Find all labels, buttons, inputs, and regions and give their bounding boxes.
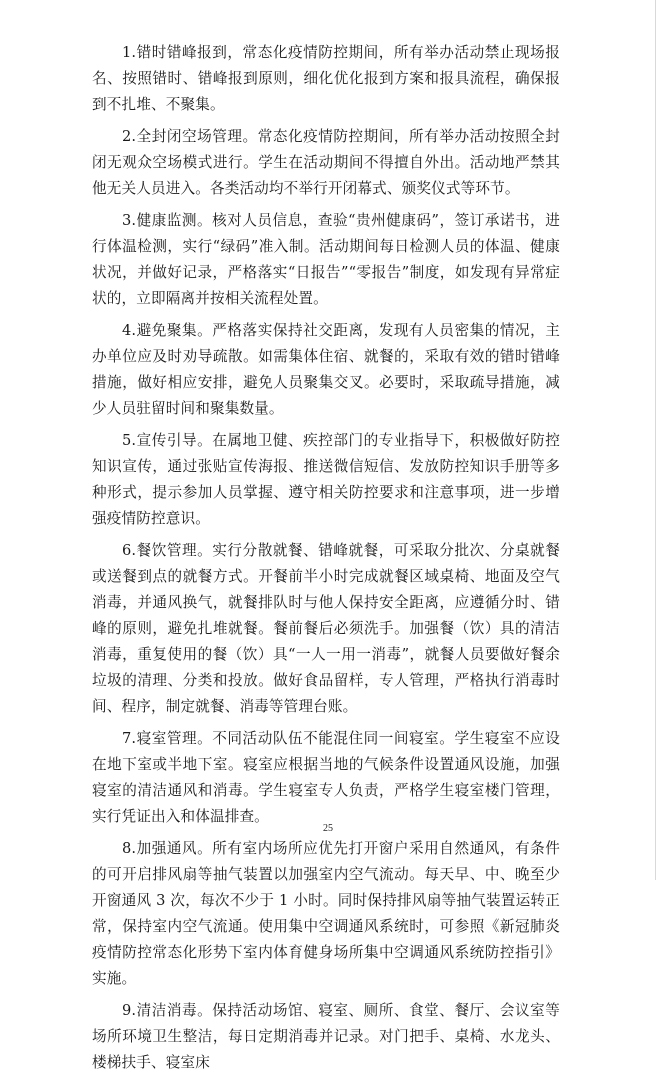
paragraph-1: 1.错时错峰报到，常态化疫情防控期间，所有举办活动禁止现场报名、按照错时、错峰报到原则，细化优化报到方案和报具流程，确保报到不扎堆、不聚集。 bbox=[92, 44, 560, 113]
paragraph-7: 7.寝室管理。不同活动队伍不能混住同一间寝室。学生寝室不应设在地下室或半地下室。寝室应根据当地的气候条件设置通风设施，加强寝室的清洁通风和消毒。学生寝室专人负责，严格学生寝室楼门管理，实行凭证出入和体温排查。 bbox=[92, 730, 560, 825]
paragraph-4: 4.避免聚集。严格落实保持社交距离，发现有人员密集的情况，主办单位应及时劝导疏散。如需集体住宿、就餐的，采取有效的错时错峰措施，做好相应安排，避免人员聚集交叉。必要时，采取疏导措施，减少人员驻留时间和聚集数量。 bbox=[92, 322, 560, 417]
paragraph-2: 2.全封闭空场管理。常态化疫情防控期间，所有举办活动按照全封闭无观众空场模式进行。学生在活动期间不得擅自外出。活动地严禁其他无关人员进入。各类活动均不举行开闭幕式、颁奖仪式等环节。 bbox=[92, 128, 560, 197]
page-number: 25 bbox=[323, 823, 333, 834]
paragraph-9: 9.清洁消毒。保持活动场馆、寝室、厕所、食堂、餐厅、会议室等场所环境卫生整洁，每日定期消毒并记录。对门把手、桌椅、水龙头、楼梯扶手、寝室床 bbox=[92, 1002, 560, 1071]
paragraph-6: 6.餐饮管理。实行分散就餐、错峰就餐，可采取分批次、分桌就餐或送餐到点的就餐方式。开餐前半小时完成就餐区域桌椅、地面及空气消毒，并通风换气，就餐排队时与他人保持安全距离，应遵循分时、错峰的原则，避免扎堆就餐。餐前餐后必须洗手。加强餐（饮）具的清洁消毒，重复使用的餐（饮）具“一人一用一消毒”，就餐人员要做好餐余垃圾的清理、分类和投放。做好食品留样，专人管理，严格执行消毒时间、程序，制定就餐、消毒等管理台账。 bbox=[92, 542, 560, 715]
paragraph-8: 8.加强通风。所有室内场所应优先打开窗户采用自然通风，有条件的可开启排风扇等抽气装置以加强室内空气流动。每天早、中、晚至少开窗通风 3 次，每次不少于 1 小时。同时保持排风扇等抽气装置运转正常，保持室内空气流通。使用集中空调通风系统时，可参照《新冠肺炎疫情防控常态化形势下室内体育健身场所集中空调通风系统防控指引》实施。 bbox=[92, 840, 560, 987]
paragraph-5: 5.宣传引导。在属地卫健、疾控部门的专业指导下，积极做好防控知识宣传，通过张贴宣传海报、推送微信短信、发放防控知识手册等多种形式，提示参加人员掌握、遵守相关防控要求和注意事项，进一步增强疫情防控意识。 bbox=[92, 432, 560, 527]
paragraph-3: 3.健康监测。核对人员信息，查验“贵州健康码”，签订承诺书，进行体温检测，实行“绿码”准入制。活动期间每日检测人员的体温、健康状况，并做好记录，严格落实“日报告”“零报告”制度，如发现有异常症状的，立即隔离并按相关流程处置。 bbox=[92, 212, 560, 307]
page-body bbox=[92, 40, 560, 1082]
